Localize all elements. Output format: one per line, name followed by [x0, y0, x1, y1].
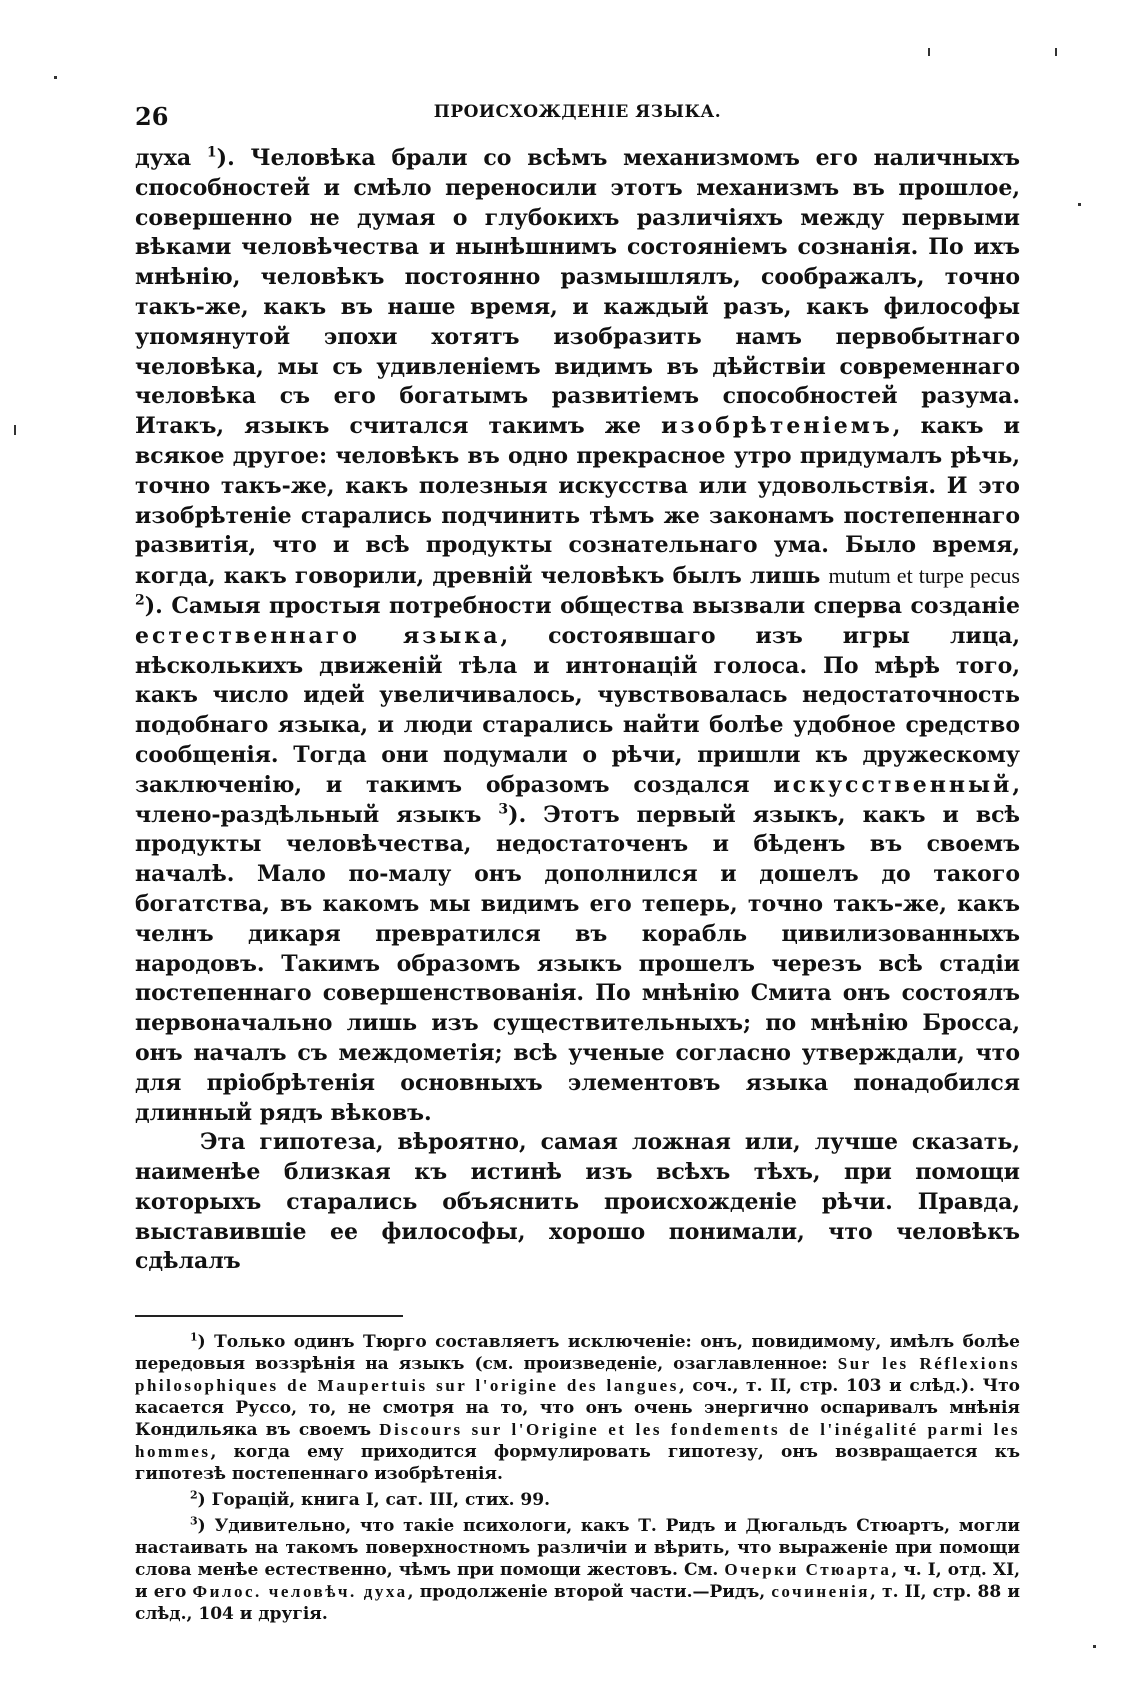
text-run: ). Этотъ первый языкъ, какъ и всѣ продукты человѣчества, недостаточенъ и бѣденъ въ своемъ началѣ. Мало по-малу онъ дополнился и дошелъ до такого богатства, въ какомъ мы видимъ его теперь, точно такъ-же, какъ челнъ дикаря превратился въ корабль цивилизованныхъ народовъ. Такимъ образомъ языкъ прошелъ черезъ всѣ стадiи постепеннаго совершенствованiя. По мнѣнiю Смита онъ состоялъ первоначально лишь изъ существительныхъ; по мнѣнiю Бросса, онъ началъ съ междометiя; всѣ ученые согласно утверждали, что для прiобрѣтенiя основныхъ элементовъ языка понадобился длинный рядъ вѣковъ. — [135, 801, 1020, 1126]
footnote-2 — [135, 1489, 1020, 1511]
text-run: , т. II, стр. 88 и слѣд., 104 и другiя. — [135, 1582, 1020, 1625]
footnotes — [135, 1331, 1020, 1625]
spaced-title: Discours sur l'Origine et les fondements de l'inégalité parmi les hommes — [135, 1420, 1021, 1462]
scan-speck — [1055, 48, 1057, 56]
paragraph-2: Эта гипотеза, вѣроятно, самая ложная или, лучше сказать, наименѣе близкая къ истинѣ изъ всѣхъ тѣхъ, при помощи которыхъ старались объяснить происхожденiе рѣчи. Правда, выставившiе ее философы, хорошо понимали, что человѣкъ сдѣлалъ — [135, 1129, 1020, 1275]
text-run: ) Только одинъ Тюрго составляетъ исключенiе: онъ, повидимому, имѣлъ болѣе передовыя воззрѣнiя на языкъ (см. произведенiе, озаглавленное: — [135, 1332, 1020, 1375]
spaced-term: искусственный — [773, 771, 1013, 798]
text-run: ) Удивительно, что такiе психологи, какъ Т. Ридъ и Дюгальдъ Стюартъ, могли настаивать на такомъ поверхностномъ различiи и вѣрить, что выраженiе при помощи слова менѣе естественно, чѣмъ при помощи жестовъ. См. — [135, 1516, 1020, 1581]
spaced-title: Филос. человѣч. духа — [192, 1582, 408, 1602]
page-number: 26 — [135, 102, 169, 131]
text-run: , какъ и всякое другое: человѣкъ въ одно прекрасное утро придумалъ рѣчь, точно такъ-же, какъ полезныя искусства или удовольствiя. И это изобрѣтенiе старались подчинить тѣмъ же законамъ постепеннаго развитiя, что и всѣ продукты сознательнаго ума. Было время, когда, какъ говорили, древнiй человѣкъ былъ лишь — [135, 413, 1020, 590]
page — [135, 102, 1020, 1629]
footnote-ref-1: 1 — [206, 144, 217, 161]
text-run: ) Горацiй, книга I, сат. III, стих. 99. — [197, 1490, 550, 1511]
text-run: , ч. I, отд. XI, и его — [135, 1560, 1020, 1603]
latin-quote: mutum et turpe pecus — [828, 563, 1020, 589]
text-run: , продолженiе второй части.—Ридъ, — [407, 1582, 772, 1603]
spaced-title: сочиненiя — [771, 1582, 870, 1602]
footnote-mark: 2 — [190, 1488, 198, 1502]
footnote-1 — [135, 1331, 1020, 1485]
running-title: ПРОИСХОЖДЕНIЕ ЯЗЫКА. — [433, 102, 722, 122]
spaced-term: изобрѣтенiемъ — [661, 413, 893, 440]
text-run: ). Самыя простыя потребности общества вызвали сперва созданiе — [144, 592, 1020, 619]
footnote-mark: 1 — [190, 1330, 198, 1344]
text-run: , когда ему приходится формулировать гипотезу, онъ возвращается къ гипотезѣ постепеннаго изобрѣтенiя. — [135, 1442, 1020, 1485]
page-header — [135, 102, 1020, 142]
text-run: духа — [135, 145, 207, 171]
spaced-title: Очерки Стюарта — [724, 1560, 892, 1580]
text-run: , соч., т. II, стр. 103 и слѣд.). Что касается Руссо, то, не смотря на то, что онъ очень энергично оспаривалъ мнѣнiя Кондильяка въ своемъ — [135, 1376, 1020, 1441]
footnote-divider — [135, 1315, 403, 1317]
paragraph-1 — [135, 144, 1020, 1128]
footnote-ref-2: 2 — [135, 592, 145, 609]
spaced-term: естественнаго языка — [135, 622, 501, 649]
spaced-title: Sur les Réflexions philosophiques de Maupertuis sur l'origine des langues — [135, 1354, 1021, 1396]
text-run: ). Человѣка брали со всѣмъ механизмомъ его наличныхъ способностей и смѣло переносили этотъ механизмъ въ прошлое, совершенно не думая о глубокихъ различiяхъ между первыми вѣками человѣчества и нынѣшнимъ состоянiемъ сознанiя. По ихъ мнѣнiю, человѣкъ постоянно размышлялъ, соображалъ, точно такъ-же, какъ въ наше время, и каждый разъ, какъ философы упомянутой эпохи хотятъ изобразить намъ первобытнаго человѣка, мы съ удивленiемъ видимъ въ дѣйствiи современнаго человѣка съ его богатымъ развитiемъ способностей разума. Итакъ, языкъ считался такимъ же — [135, 145, 1020, 440]
scan-speck — [1093, 1645, 1096, 1648]
scan-speck — [14, 425, 16, 435]
scan-speck — [54, 76, 57, 79]
footnote-3 — [135, 1515, 1020, 1625]
text-run: , состоявшаго изъ игры лица, нѣсколькихъ движенiй тѣла и интонацiй голоса. По мѣрѣ того, какъ число идей увеличивалось, чувствовалась недостаточность подобнаго языка, и люди старались найти болѣе удобное средство сообщенiя. Тогда они подумали о рѣчи, пришли къ дружескому заключенiю, и такимъ образомъ создался — [135, 622, 1020, 798]
body-text — [135, 144, 1020, 1277]
footnote-ref-3: 3 — [498, 801, 509, 818]
scan-speck — [1078, 203, 1081, 206]
scan-speck — [928, 48, 930, 56]
footnote-mark: 3 — [190, 1514, 198, 1528]
text-run: , члено-раздѣльный языкъ — [135, 771, 1020, 828]
